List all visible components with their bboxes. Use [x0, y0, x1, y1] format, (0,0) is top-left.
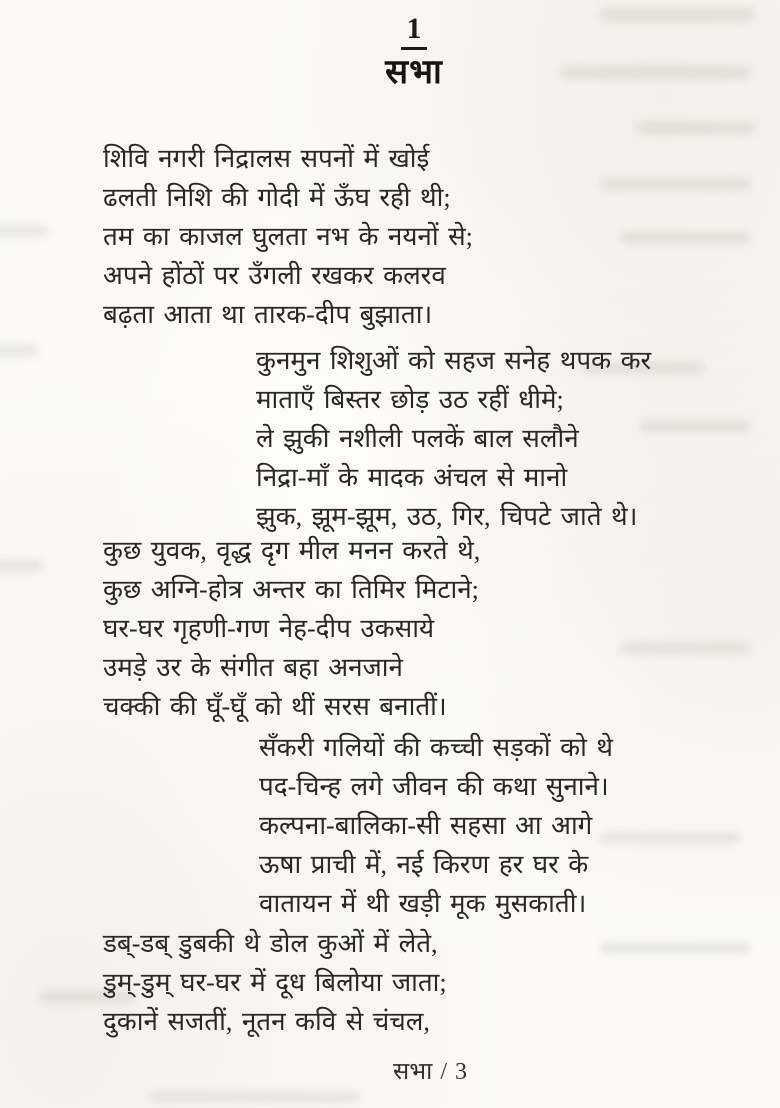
bleed-through-artifact [0, 560, 43, 572]
bleed-through-artifact [600, 178, 750, 190]
poem-line: कुछ अग्नि-होत्र अन्तर का तिमिर मिटाने; [103, 575, 479, 604]
bleed-through-artifact [150, 1092, 360, 1102]
poem-line: कुनमुन शिशुओं को सहज सनेह थपक कर [256, 346, 652, 375]
poem-line: डुम्-डुम् घर-घर में दूध बिलोया जाता; [103, 968, 447, 997]
poem-line: कुछ युवक, वृद्ध दृग मील मनन करते थे, [103, 536, 481, 565]
poem-line: वातायन में थी खड़ी मूक मुसकाती। [259, 889, 587, 918]
poem-line: तम का काजल घुलता नभ के नयनों से; [103, 222, 473, 251]
bleed-through-artifact [620, 642, 750, 654]
chapter-number: 1 [406, 12, 422, 45]
poem-line: ऊषा प्राची में, नई किरण हर घर के [259, 850, 589, 879]
poem-line: ले झुकी नशीली पलकें बाल सलौने [256, 424, 579, 453]
poem-line: सँकरी गलियों की कच्ची सड़कों को थे [259, 733, 613, 762]
footer-separator: / [440, 1059, 447, 1085]
chapter-number-underline [401, 47, 427, 50]
poem-line: अपने होंठों पर उँगली रखकर कलरव [103, 261, 446, 290]
footer-chapter-label: सभा [393, 1059, 433, 1085]
footer-page-number: 3 [454, 1059, 467, 1085]
poem-line: ढलती निशि की गोदी में ऊँघ रही थी; [103, 183, 451, 212]
poem-line: पद-चिन्ह लगे जीवन की कथा सुनाने। [259, 772, 609, 801]
poem-line: निद्रा-माँ के मादक अंचल से मानो [256, 463, 568, 492]
bleed-through-artifact [640, 420, 750, 432]
chapter-header [0, 12, 780, 91]
poem-stanza [103, 531, 480, 726]
poem-line: दुकानें सजतीं, नूतन कवि से चंचल, [103, 1007, 430, 1036]
poem-line: चक्की की घूँ-घूँ को थीं सरस बनातीं। [103, 692, 447, 721]
bleed-through-artifact [0, 345, 38, 357]
poem-line: घर-घर गृहणी-गण नेह-दीप उकसाये [103, 614, 435, 643]
bleed-through-artifact [620, 232, 750, 244]
page-title: सभा [385, 54, 443, 91]
poem-stanza [259, 728, 613, 923]
poem-line: बढ़ता आता था तारक-दीप बुझाता। [103, 300, 433, 329]
bleed-through-artifact [636, 122, 756, 134]
poem-line: उमड़े उर के संगीत बहा अनजाने [103, 653, 403, 682]
bleed-through-artifact [600, 942, 750, 954]
poem-line: कल्पना-बालिका-सी सहसा आ आगे [259, 811, 593, 840]
poem-line: डब्-डब् डुबकी थे डोल कुओं में लेते, [103, 929, 438, 958]
bleed-through-artifact [600, 832, 740, 844]
poem-stanza [103, 139, 473, 334]
poem-line: झुक, झूम-झूम, उठ, गिर, चिपटे जाते थे। [256, 502, 638, 531]
page-footer [0, 1054, 780, 1087]
poem-stanza [256, 341, 651, 536]
bleed-through-artifact [0, 225, 48, 237]
poem-stanza [103, 924, 447, 1041]
poem-line: माताएँ बिस्तर छोड़ उठ रहीं धीमे; [256, 385, 564, 414]
poem-line: शिवि नगरी निद्रालस सपनों में खोई [103, 144, 430, 173]
